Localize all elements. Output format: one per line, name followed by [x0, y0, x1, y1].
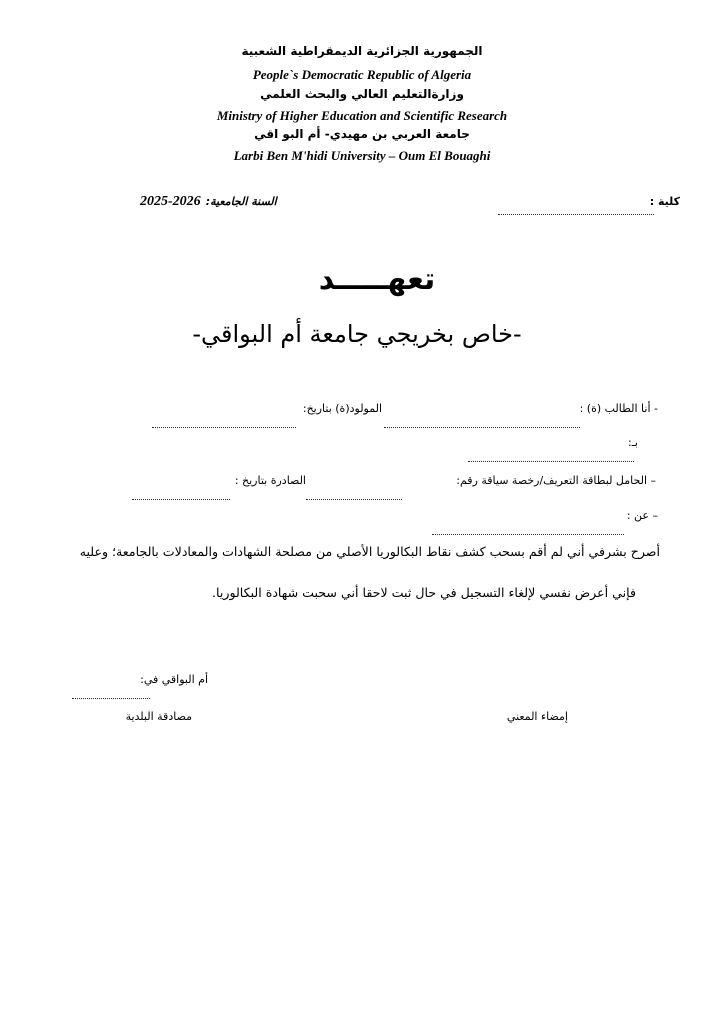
faculty-label: كلية : — [649, 195, 680, 208]
university-ar: جامعة العربي بن مهيدي- أم البو اقي — [254, 127, 470, 141]
place-date-line — [72, 684, 150, 703]
republic-ar: الجمهورية الجزائرية الديمقراطية الشعبية — [241, 44, 483, 58]
declaration-line-1: أصرح بشرفي أني لم أقم بسحب كشف نقاط البكالوريا الأصلي من مصلحة الشهادات والمعادلات بالجامعة؛ وعليه — [79, 544, 660, 559]
issued-on-label: الصادرة بتاريخ : — [234, 474, 306, 487]
birth-date-line — [152, 413, 296, 432]
issue-date-line — [132, 485, 230, 504]
issued-by-label: – عن : — [626, 509, 658, 522]
ministry-en: Ministry of Higher Education and Scientific Research — [216, 108, 508, 123]
student-label: - أنا الطالب (ة) : — [579, 402, 658, 415]
document-title: تعهـــــد — [318, 262, 436, 297]
faculty-dotted-line — [498, 200, 654, 219]
municipality-stamp-label: مصادقة البلدية — [125, 710, 192, 723]
birth-place-line — [468, 447, 634, 466]
republic-en: People`s Democratic Republic of Algeria — [252, 67, 472, 82]
university-en: Larbi Ben M'hidi University – Oum El Bouaghi — [233, 148, 491, 163]
document-subtitle: -خاص بخريجي جامعة أم البواقي- — [192, 320, 522, 348]
academic-year-value: 2025-2026 — [140, 194, 201, 209]
id-number-line — [306, 485, 402, 504]
birth-place-label: بـ: — [628, 436, 638, 449]
academic-year — [140, 190, 302, 210]
place-date-label: أم البواقي في: — [140, 673, 208, 686]
academic-year-label: السنة الجامعية: — [205, 195, 277, 208]
student-name-line — [384, 413, 580, 432]
issued-by-line — [432, 520, 624, 539]
signature-label: إمضاء المعني — [506, 710, 568, 723]
id-holder-label: – الحامل لبطاقة التعريف/رخصة سياقة رقم: — [456, 474, 656, 487]
declaration-line-2: فإني أعرض نفسي لإلغاء التسجيل في حال ثبت لاحقا أني سحبت شهادة البكالوريا. — [212, 585, 636, 600]
ministry-ar: وزارةالتعليم العالي والبحث العلمي — [260, 87, 464, 101]
born-on-label: المولود(ة) بتاريخ: — [302, 402, 382, 415]
